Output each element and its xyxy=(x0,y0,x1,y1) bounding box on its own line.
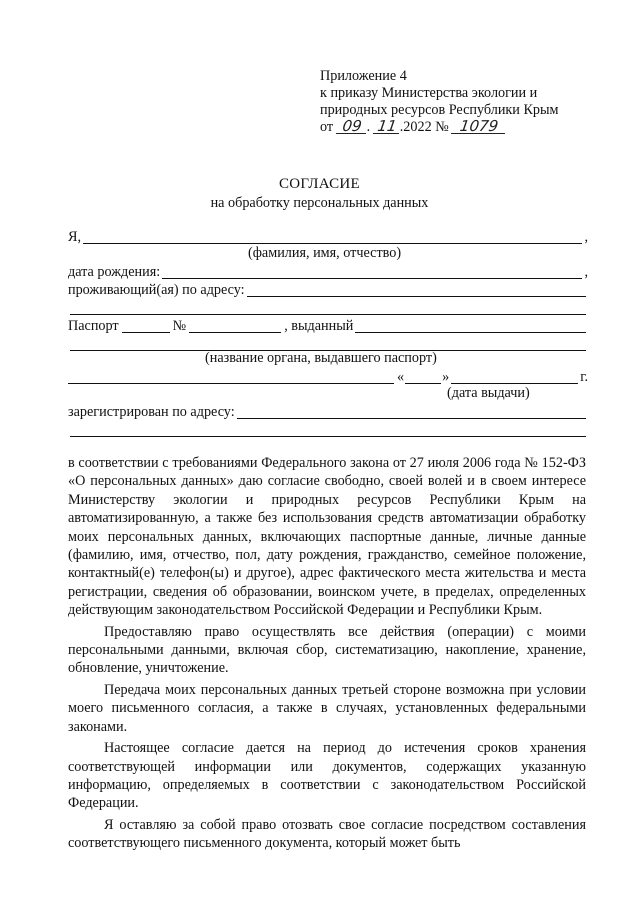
paragraph-1: в соответствии с требованиями Федерального закона от 27 июля 2006 года № 152-ФЗ «О персональных данных» даю согласие свободно, своей волей и в своем интересе Министерству экологии и природных ресурсов Республики Крым на автоматизированную, а также без использования средств автоматизации обработку моих персональных данных, включающих паспортные данные, личные данные (фамилию, имя, отчество, пол, дату рождения, гражданство, семейное положение, контактный(е) телефон(ы) и другое), адрес фактического места жительства и места регистрации, сведения об образовании, воинском учете, в пределах, определенных действующим законодательством Российской Федерации и Республики Крым. xyxy=(68,455,586,619)
registration-field[interactable] xyxy=(237,404,586,419)
fio-comma: , xyxy=(584,229,588,245)
paragraph-4: Настоящее согласие дается на период до истечения сроков хранения соответствующей информации или документов, содержащих указанную информацию, определяемых в соответствии с законодательством Российской Федерации. xyxy=(68,740,586,812)
fio-field[interactable] xyxy=(83,229,582,244)
document-subtitle: на обработку персональных данных xyxy=(210,195,429,211)
year-suffix: г. xyxy=(580,369,588,385)
quote-open: « xyxy=(397,369,405,385)
from-label: от xyxy=(320,119,334,135)
registration-row-2 xyxy=(68,421,588,439)
passport-row xyxy=(68,317,588,335)
order-year: .2022 xyxy=(399,119,432,135)
consent-body xyxy=(68,454,586,856)
document-title: СОГЛАСИЕ xyxy=(278,176,361,192)
residence-field-2[interactable] xyxy=(70,300,586,315)
quote-close: » xyxy=(442,369,450,385)
residence-row xyxy=(68,281,588,299)
passport-series-field[interactable] xyxy=(122,318,170,333)
residence-field[interactable] xyxy=(247,282,586,297)
registration-row xyxy=(68,403,588,421)
birth-date-comma: , xyxy=(584,264,588,280)
appendix-block xyxy=(320,68,559,136)
issue-date-hint: (дата выдачи) xyxy=(447,385,530,401)
issue-date-row xyxy=(68,368,588,386)
registration-field-2[interactable] xyxy=(70,422,586,437)
appendix-line-1: Приложение 4 xyxy=(320,68,407,84)
issue-day-field[interactable] xyxy=(405,369,441,384)
paragraph-5: Я оставляю за собой право отозвать свое согласие посредством составления соответствующего письменного документа, который может быть xyxy=(68,816,586,852)
birth-date-label: дата рождения: xyxy=(68,264,161,280)
fio-row xyxy=(68,228,588,246)
org-hint: (название органа, выдавшего паспорт) xyxy=(205,350,437,366)
appendix-line-2: к приказу Министерства экологии и xyxy=(320,85,538,101)
i-label: Я, xyxy=(68,229,82,245)
issued-by-field-2[interactable] xyxy=(70,336,586,351)
birth-date-field[interactable] xyxy=(162,264,582,279)
issued-by-field-3[interactable] xyxy=(68,369,394,384)
handwritten-month: 11 xyxy=(373,119,401,134)
residence-row-2 xyxy=(68,299,588,317)
paragraph-3: Передача моих персональных данных третьей стороне возможна при условии моего письменного согласия, а также в случаях, установленных федеральными законами. xyxy=(68,681,586,735)
appendix-line-3: природных ресурсов Республики Крым xyxy=(320,102,559,118)
number-label: № xyxy=(435,119,449,135)
passport-number-sign: № xyxy=(172,318,187,334)
handwritten-order-number: 1079 xyxy=(451,119,507,134)
issued-label: , выданный xyxy=(284,318,354,334)
paragraph-2: Предоставляю право осуществлять все действия (операции) с моими персональными данными, включая сбор, систематизацию, накопление, хранение, обновление, уничтожение. xyxy=(68,623,586,677)
fio-hint: (фамилия, имя, отчество) xyxy=(248,245,402,261)
passport-label: Паспорт xyxy=(68,318,119,334)
residence-label: проживающий(ая) по адресу: xyxy=(68,282,245,298)
handwritten-day: 09 xyxy=(336,119,368,134)
issued-by-field[interactable] xyxy=(355,318,586,333)
passport-number-field[interactable] xyxy=(189,318,281,333)
order-date-line xyxy=(320,119,559,136)
issue-month-field[interactable] xyxy=(451,369,578,384)
birth-date-row xyxy=(68,263,588,281)
date-dot: . xyxy=(366,119,371,135)
registration-label: зарегистрирован по адресу: xyxy=(68,404,235,420)
